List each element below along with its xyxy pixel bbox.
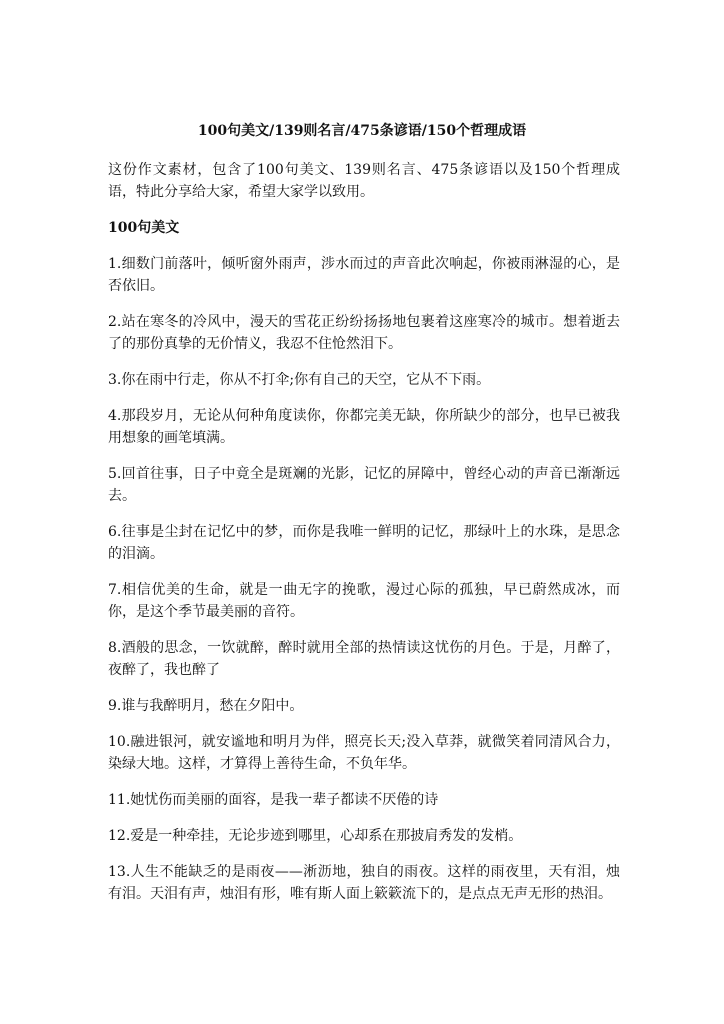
intro-paragraph: 这份作文素材，包含了100句美文、139则名言、475条谚语以及150个哲理成语，特此分享给大家，希望大家学以致用。 xyxy=(108,162,620,200)
section-heading: 100句美文 xyxy=(108,220,180,236)
list-item: 13.人生不能缺乏的是雨夜——淅沥地，独自的雨夜。这样的雨夜里，天有泪，烛有泪。天泪有声，烛泪有形，唯有斯人面上簌簌流下的，是点点无声无形的热泪。 xyxy=(108,864,620,902)
document-title: 100句美文/139则名言/475条谚语/150个哲理成语 xyxy=(197,123,527,139)
list-item: 9.谁与我醉明月，愁在夕阳中。 xyxy=(108,698,304,714)
list-item: 11.她忧伤而美丽的面容，是我一辈子都读不厌倦的诗 xyxy=(108,792,439,808)
list-item: 3.你在雨中行走，你从不打伞;你有自己的天空，它从不下雨。 xyxy=(108,372,491,388)
list-item: 7.相信优美的生命，就是一曲无字的挽歌，漫过心际的孤独，早已蔚然成冰，而你，是这个季节最美丽的音符。 xyxy=(108,582,620,620)
list-item: 2.站在寒冬的冷风中，漫天的雪花正纷纷扬扬地包裹着这座寒冷的城市。想着逝去了的那份真挚的无价情义，我忍不住怆然泪下。 xyxy=(108,314,620,352)
list-item: 4.那段岁月，无论从何种角度读你，你都完美无缺，你所缺少的部分，也早已被我用想象的画笔填满。 xyxy=(108,408,620,446)
list-item: 12.爱是一种牵挂，无论步迹到哪里，心却系在那披肩秀发的发梢。 xyxy=(108,828,523,844)
list-item: 5.回首往事，日子中竟全是斑斓的光影，记忆的屏障中，曾经心动的声音已渐渐远去。 xyxy=(108,466,620,504)
list-item: 10.融进银河，就安谧地和明月为伴，照亮长天;没入草莽，就微笑着同清风合力，染绿大地。这样，才算得上善待生命，不负年华。 xyxy=(108,734,620,772)
list-item: 8.酒般的思念，一饮就醉，醉时就用全部的热情读这忧伤的月色。于是，月醉了，夜醉了，我也醉了 xyxy=(108,640,620,678)
list-item: 6.往事是尘封在记忆中的梦，而你是我唯一鲜明的记忆，那绿叶上的水珠，是思念的泪滴。 xyxy=(108,524,620,562)
list-item: 1.细数门前落叶，倾听窗外雨声，涉水而过的声音此次响起，你被雨淋湿的心，是否依旧。 xyxy=(108,256,620,294)
document-body xyxy=(108,159,620,919)
